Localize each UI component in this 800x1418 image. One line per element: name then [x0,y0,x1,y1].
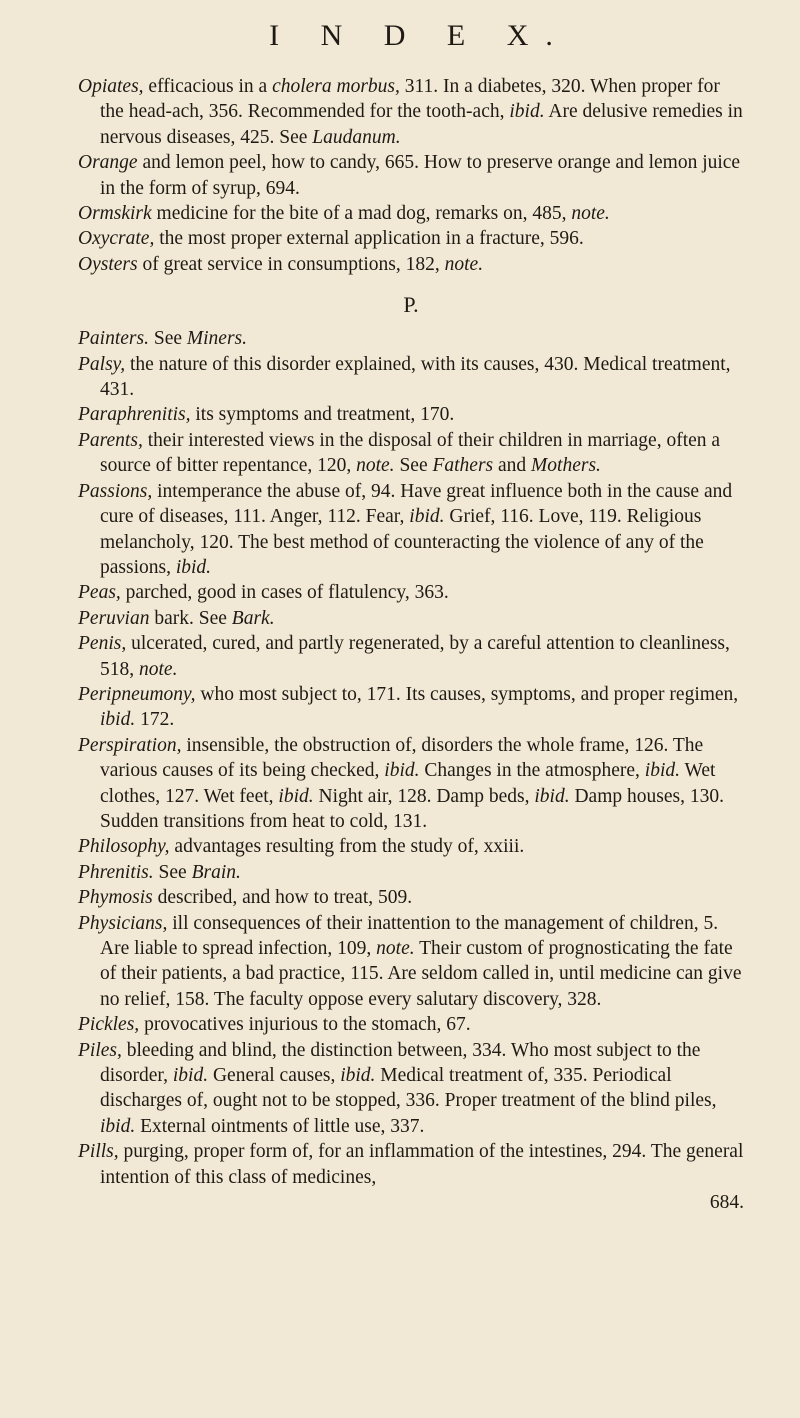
entry-headword: Pills, [78,1141,119,1163]
entry-text: insensible, the obstruction of, disorders the whole frame, 126. The various causes of its being checked, [100,734,704,782]
entry-text: See [394,455,433,477]
index-entry [78,911,744,1013]
entry-headword: Phrenitis. [78,861,154,883]
entry-italic-text: ibid. [100,709,136,731]
entry-text: Night air, 128. Damp beds, [313,785,535,807]
index-entry [78,428,744,479]
entry-italic-text: note. [376,938,415,959]
index-entry [78,74,744,150]
entry-text: Medical treatment of, 335. Periodical discharges of, ought not to be stopped, 336. Proper treatment of the blind piles, [100,1065,717,1112]
entry-text: Are delusive remedies in nervous diseases, 425. See [100,101,743,148]
entry-text: and [493,455,532,477]
entry-italic-text: note. [139,658,178,680]
entry-text: Their custom of prognosticating the fate of their patients, a bad practice, 115. Are seldom called in, until medicine can give no relief, 158. The faculty oppose every salutary discovery, 328. [100,938,742,1010]
index-entry [78,1038,744,1140]
index-entry [78,226,744,251]
index-entry [78,606,744,631]
entry-text: purging, proper form of, for an inflammation of the intestines, 294. The general intention of this class of medicines, [100,1141,744,1188]
entry-text: medicine for the bite of a mad dog, remarks on, 485, [151,203,572,225]
index-entry [78,352,744,403]
entry-headword: Painters. [78,328,149,350]
entry-headword: Phymosis [78,887,153,909]
entry-text: bleeding and blind, the distinction between, 334. Who most subject to the disorder, [100,1039,701,1087]
catchword: 684. [709,1192,744,1214]
entry-headword: Palsy, [78,353,126,375]
entry-headword: Oysters [78,253,138,275]
entry-text: Grief, 116. Love, 119. Religious melancholy, 120. The best method of counteracting the violence of any of the passions, [100,506,704,578]
index-entry [78,860,744,885]
index-entry [78,1139,744,1190]
entry-headword: Parents, [78,429,143,451]
entry-headword: Passions, [78,480,153,502]
entry-text: described, and how to treat, 509. [152,887,413,909]
entry-italic-text: ibid. [644,760,681,782]
entry-italic-text: Bark. [231,607,275,629]
entry-italic-text: Mothers. [531,455,601,477]
entry-text: bark. See [149,607,232,629]
entry-italic-text: ibid. [509,101,545,123]
entry-headword: Philosophy, [78,836,170,858]
entry-italic-text: note. [571,203,610,225]
index-entry [78,479,744,581]
entry-text: Wet clothes, 127. Wet feet, [100,760,716,807]
entry-text: provocatives injurious to the stomach, 67. [139,1014,471,1036]
index-entry [78,402,744,427]
entry-text: parched, good in cases of flatulency, 363. [120,582,449,604]
entry-text: 311. In a diabetes, 320. When proper for the head-ach, 356. Recommended for the tooth-ach, [100,76,720,123]
section-letter: P. [403,292,419,318]
entry-text: the most proper external application in a fracture, 596. [154,228,584,250]
entry-italic-text: note. [356,455,395,477]
entry-italic-text: Laudanum. [312,126,401,148]
entry-italic-text: ibid. [278,785,314,807]
entry-headword: Opiates, [78,76,144,97]
index-entry [78,682,744,733]
entry-italic-text: Fathers [432,455,494,477]
running-head: I N D E X. [269,19,570,52]
index-entry [78,150,744,201]
index-entry [78,326,744,351]
entry-text: ill consequences of their inattention to the management of children, 5. Are liable to spread infection, 109, [100,912,719,959]
entry-italic-text: note. [444,253,484,275]
index-entry [78,1012,744,1037]
entry-text: External ointments of little use, 337. [135,1115,425,1137]
index-entry [78,201,744,226]
entry-headword: Peas, [78,582,121,604]
entries-o [78,74,744,277]
entry-text: ulcerated, cured, and partly regenerated, by a careful attention to cleanliness, 518, [100,633,730,680]
entry-text: See [148,328,187,350]
entry-text: the nature of this disorder explained, with its causes, 430. Medical treatment, 431. [100,353,731,401]
entry-italic-text: ibid. [534,785,570,807]
entry-text: Changes in the atmosphere, [419,760,645,782]
entry-text: of great service in consumptions, 182, [137,253,445,275]
index-entry [78,580,744,605]
entry-text: Damp houses, 130. Sudden transitions from heat to cold, 131. [100,785,724,832]
entry-text: General causes, [208,1065,341,1087]
entry-text: intemperance the abuse of, 94. Have great influence both in the cause and cure of diseases, 111. Anger, 112. Fear, [100,480,733,528]
entry-text: 172. [135,709,175,731]
index-entry [78,631,744,682]
entry-text: their interested views in the disposal of their children in marriage, often a source of bitter repentance, 120, [100,429,721,477]
entry-headword: Peruvian [78,607,150,629]
entry-text: its symptoms and treatment, 170. [190,404,455,426]
entry-text: advantages resulting from the study of, xxiii. [169,836,525,858]
entry-headword: Peripneumony, [78,683,196,705]
index-entry [78,252,744,277]
entry-italic-text: ibid. [384,760,420,782]
entry-italic-text: Brain. [191,861,241,883]
entry-text: who most subject to, 171. Its causes, symptoms, and proper regimen, [195,683,739,705]
entry-headword: Pickles, [78,1014,140,1036]
entry-italic-text: ibid. [172,1065,209,1087]
entry-headword: Piles, [78,1039,122,1061]
entry-headword: Perspiration, [78,734,182,756]
entry-headword: Penis, [78,633,127,655]
entry-italic-text: Miners. [186,328,247,350]
entry-headword: Orange [78,152,138,174]
entry-italic-text: ibid. [100,1115,136,1137]
entry-italic-text: ibid. [340,1065,376,1087]
entry-italic-text: cholera morbus, [272,76,400,97]
entries-p [78,326,744,1190]
entry-italic-text: ibid. [409,506,445,528]
entry-headword: Oxycrate, [78,228,155,250]
entry-headword: Ormskirk [78,203,152,225]
entry-text: and lemon peel, how to candy, 665. How to preserve orange and lemon juice in the form of syrup, 694. [100,152,741,199]
entry-text: See [153,861,192,883]
entry-italic-text: ibid. [175,556,212,578]
entry-text: efficacious in a [143,76,273,97]
index-entry [78,834,744,859]
entry-headword: Paraphrenitis, [78,404,191,426]
index-entry [78,733,744,835]
entry-headword: Physicians, [78,912,168,934]
index-entry [78,885,744,910]
